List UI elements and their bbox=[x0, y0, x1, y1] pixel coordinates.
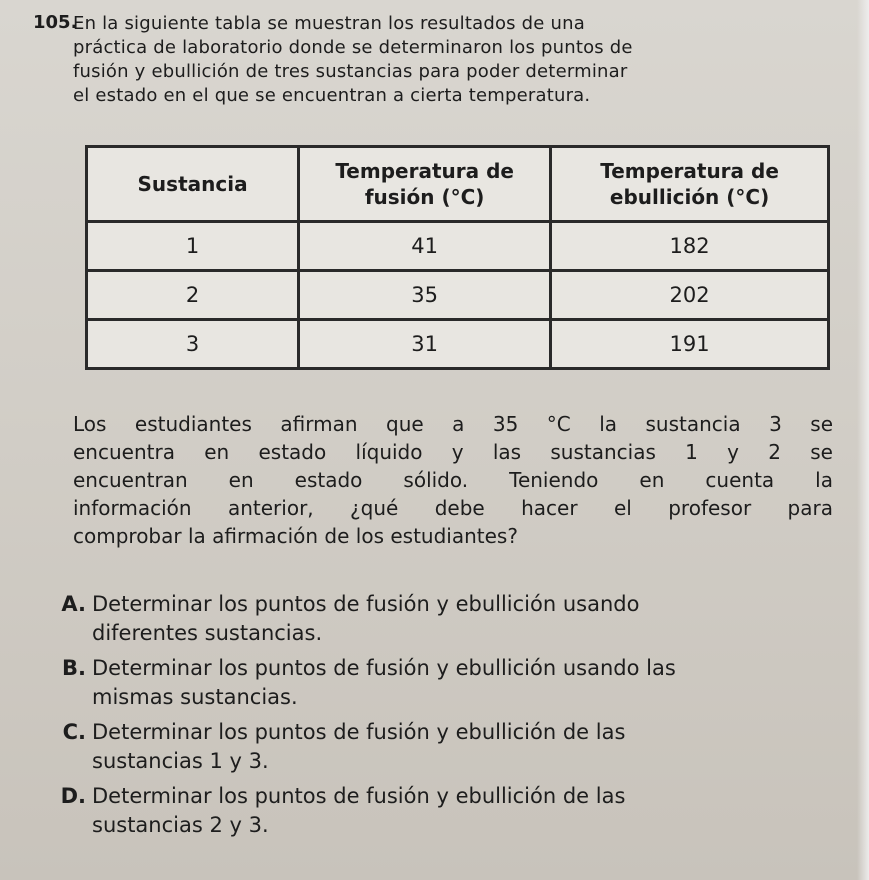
cell-melting: 31 bbox=[299, 320, 551, 369]
page-edge bbox=[857, 0, 869, 880]
option-line: sustancias 1 y 3. bbox=[92, 749, 269, 773]
option-d[interactable] bbox=[38, 782, 838, 840]
table-row bbox=[87, 271, 829, 320]
question-text bbox=[73, 410, 833, 550]
option-letter: A. bbox=[61, 592, 86, 616]
option-text bbox=[92, 718, 838, 776]
intro-line: el estado en el que se encuentran a cierta temperatura. bbox=[73, 85, 591, 106]
option-line: Determinar los puntos de fusión y ebullición usando bbox=[92, 592, 640, 616]
intro-line: fusión y ebullición de tres sustancias para poder determinar bbox=[73, 61, 628, 82]
table-header-row bbox=[87, 147, 829, 222]
option-c[interactable] bbox=[38, 718, 838, 776]
question-intro bbox=[73, 12, 833, 108]
cell-substance: 3 bbox=[87, 320, 299, 369]
option-line: Determinar los puntos de fusión y ebullición usando las bbox=[92, 656, 676, 680]
question-line: encuentran en estado sólido. Teniendo en cuenta la bbox=[73, 468, 833, 492]
intro-line: En la siguiente tabla se muestran los resultados de una bbox=[73, 13, 585, 34]
option-letter: C. bbox=[62, 720, 86, 744]
option-a[interactable] bbox=[38, 590, 838, 648]
option-text bbox=[92, 590, 838, 648]
cell-melting: 41 bbox=[299, 222, 551, 271]
cell-substance: 2 bbox=[87, 271, 299, 320]
answer-options bbox=[38, 590, 838, 846]
option-line: mismas sustancias. bbox=[92, 685, 298, 709]
cell-boiling: 182 bbox=[551, 222, 829, 271]
cell-boiling: 202 bbox=[551, 271, 829, 320]
question-line: encuentra en estado líquido y las sustancias 1 y 2 se bbox=[73, 440, 833, 464]
cell-melting: 35 bbox=[299, 271, 551, 320]
header-boiling-point: Temperatura de ebullición (°C) bbox=[551, 147, 829, 222]
option-letter: B. bbox=[62, 656, 86, 680]
option-line: sustancias 2 y 3. bbox=[92, 813, 269, 837]
header-substance: Sustancia bbox=[87, 147, 299, 222]
cell-boiling: 191 bbox=[551, 320, 829, 369]
question-line: comprobar la afirmación de los estudiantes? bbox=[73, 524, 518, 548]
option-line: diferentes sustancias. bbox=[92, 621, 323, 645]
option-line: Determinar los puntos de fusión y ebullición de las bbox=[92, 720, 626, 744]
option-letter: D. bbox=[60, 784, 86, 808]
results-table bbox=[85, 145, 830, 370]
table-row bbox=[87, 320, 829, 369]
question-number: 105. bbox=[33, 12, 78, 33]
option-text bbox=[92, 654, 838, 712]
table-row bbox=[87, 222, 829, 271]
cell-substance: 1 bbox=[87, 222, 299, 271]
option-b[interactable] bbox=[38, 654, 838, 712]
question-line: información anterior, ¿qué debe hacer el profesor para bbox=[73, 496, 833, 520]
header-melting-point: Temperatura de fusión (°C) bbox=[299, 147, 551, 222]
question-line: Los estudiantes afirman que a 35 °C la sustancia 3 se bbox=[73, 412, 833, 436]
option-line: Determinar los puntos de fusión y ebullición de las bbox=[92, 784, 626, 808]
intro-line: práctica de laboratorio donde se determinaron los puntos de bbox=[73, 37, 633, 58]
option-text bbox=[92, 782, 838, 840]
